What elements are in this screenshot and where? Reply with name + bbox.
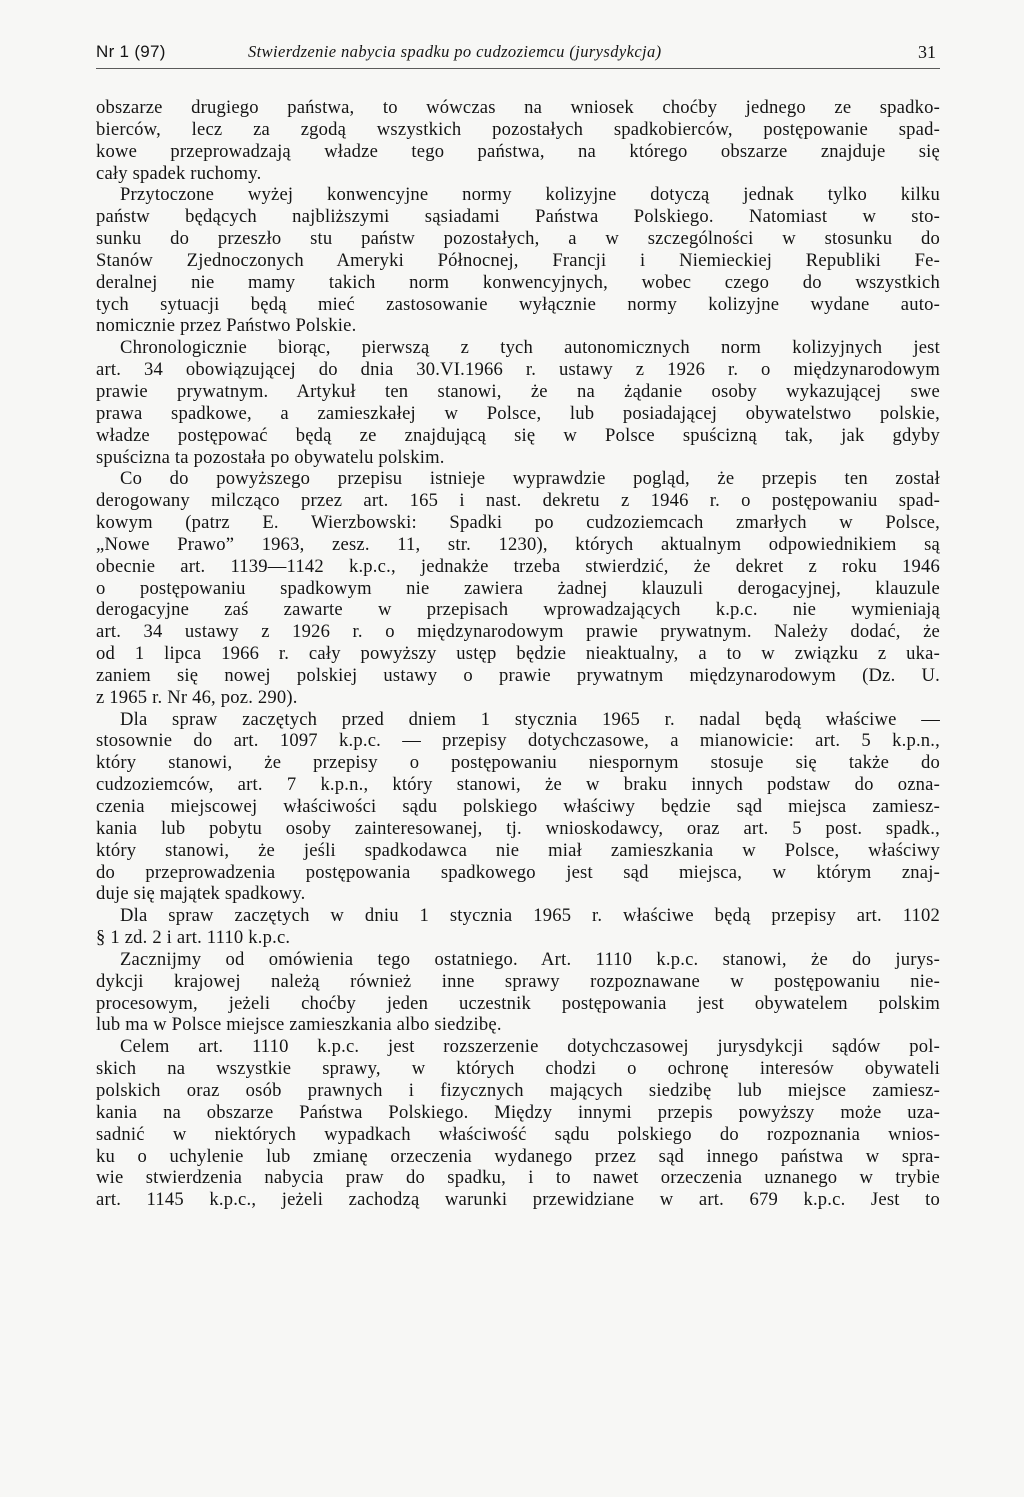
text-line: sunku do przeszło stu państw pozostałych, a w szczególności w stosunku do bbox=[96, 228, 940, 250]
text-line: do przeprowadzenia postępowania spadkowego jest sąd miejsca, w którym znaj- bbox=[96, 861, 940, 883]
text-line: lub ma w Polsce miejsce zamieszkania albo siedzibę. bbox=[96, 1014, 502, 1036]
text-line: „Nowe Prawo” 1963, zesz. 11, str. 1230), których aktualnym odpowiednikiem są bbox=[96, 533, 940, 555]
text-line: art. 34 ustawy z 1926 r. o międzynarodowym prawie prywatnym. Należy dodać, że bbox=[96, 621, 940, 643]
text-line: Celem art. 1110 k.p.c. jest rozszerzenie dotychczasowej jurysdykcji sądów pol- bbox=[120, 1036, 940, 1058]
text-line: kowe przeprowadzają władze tego państwa, na którego obszarze znajduje się bbox=[96, 140, 940, 162]
text-line: od 1 lipca 1966 r. cały powyższy ustęp będzie nieaktualny, a to w związku z uka- bbox=[96, 643, 940, 665]
text-line: dykcji krajowej należą również inne sprawy rozpoznawane w postępowaniu nie- bbox=[96, 970, 940, 992]
text-line: Zacznijmy od omówienia tego ostatniego. Art. 1110 k.p.c. stanowi, że do jurys- bbox=[120, 948, 940, 970]
text-line: procesowym, jeżeli choćby jeden uczestnik postępowania jest obywatelem polskim bbox=[96, 992, 940, 1014]
text-line: kania lub pobytu osoby zainteresowanej, tj. wnioskodawcy, oraz art. 5 post. spadk., bbox=[96, 817, 940, 839]
issue-number: Nr 1 (97) bbox=[96, 42, 166, 61]
text-line: nomicznie przez Państwo Polskie. bbox=[96, 315, 357, 337]
text-line: § 1 zd. 2 i art. 1110 k.p.c. bbox=[96, 927, 291, 949]
page-number: 31 bbox=[918, 42, 936, 62]
text-line: Chronologicznie biorąc, pierwszą z tych autonomicznych norm kolizyjnych jest bbox=[120, 337, 940, 359]
text-line: prawie prywatnym. Artykuł ten stanowi, że na żądanie osoby wykazującej swe bbox=[96, 380, 940, 402]
text-line: duje się majątek spadkowy. bbox=[96, 883, 306, 905]
text-line: derogacyjne zaś zawarte w przepisach wprowadzających k.p.c. nie wymieniają bbox=[96, 599, 940, 621]
text-line: art. 1145 k.p.c., jeżeli zachodzą warunki przewidziane w art. 679 k.p.c. Jest to bbox=[96, 1189, 940, 1211]
text-line: kowym (patrz E. Wierzbowski: Spadki po cudzoziemcach zmarłych w Polsce, bbox=[96, 512, 940, 534]
text-line: czenia miejscowej właściwości sądu polskiego właściwy będzie sąd miejsca zamiesz- bbox=[96, 796, 940, 817]
text-line: polskich oraz osób prawnych i fizycznych mających siedzibę lub miejsce zamiesz- bbox=[96, 1079, 940, 1101]
text-line: derogowany milcząco przez art. 165 i nast. dekretu z 1946 r. o postępowaniu spad- bbox=[96, 490, 940, 512]
text-line: ku o uchylenie lub zmianę orzeczenia wydanego przez sąd innego państwa w spra- bbox=[96, 1145, 940, 1167]
running-title: Stwierdzenie nabycia spadku po cudzoziemcu (jurysdykcja) bbox=[248, 42, 662, 61]
text-line: obszarze drugiego państwa, to wówczas na wniosek choćby jednego ze spadko- bbox=[96, 97, 940, 118]
running-header bbox=[96, 36, 940, 68]
text-line: Przytoczone wyżej konwencyjne normy kolizyjne dotyczą jednak tylko kilku bbox=[120, 184, 940, 206]
text-line: Co do powyższego przepisu istnieje wyprawdzie pogląd, że przepis ten został bbox=[120, 468, 940, 490]
text-line: władze postępować będą ze znajdującą się w Polsce spuścizną tak, jak gdyby bbox=[96, 424, 940, 446]
text-line: skich na wszystkie sprawy, w których chodzi o ochronę interesów obywateli bbox=[96, 1058, 940, 1080]
text-line: który stanowi, że przepisy o postępowaniu niespornym stosuje się także do bbox=[96, 752, 940, 774]
text-line: spuścizna ta pozostała po obywatelu polskim. bbox=[96, 446, 445, 468]
text-line: kania na obszarze Państwa Polskiego. Między innymi przepis powyższy może uza- bbox=[96, 1101, 940, 1123]
text-line: o postępowaniu spadkowym nie zawiera żadnej klauzuli derogacyjnej, klauzule bbox=[96, 577, 940, 599]
header-rule bbox=[96, 68, 940, 69]
text-line: art. 34 obowiązującej do dnia 30.VI.1966 r. ustawy z 1926 r. o międzynarodowym bbox=[96, 359, 940, 381]
text-line: sadnić w niektórych wypadkach właściwość sądu polskiego do rozpoznania wnios- bbox=[96, 1123, 940, 1145]
text-line: tych sytuacji będą mieć zastosowanie wyłącznie normy kolizyjne wydane auto- bbox=[96, 293, 940, 315]
text-line: Dla spraw zaczętych w dniu 1 stycznia 1965 r. właściwe będą przepisy art. 1102 bbox=[120, 905, 940, 927]
text-line: państw będących najbliższymi sąsiadami Państwa Polskiego. Natomiast w sto- bbox=[96, 206, 940, 228]
text-line: który stanowi, że jeśli spadkodawca nie miał zamieszkania w Polsce, właściwy bbox=[96, 839, 940, 861]
text-line: prawa spadkowe, a zamieszkałej w Polsce, lub posiadającej obywatelstwo polskie, bbox=[96, 402, 940, 424]
text-line: cudzoziemców, art. 7 k.p.n., który stanowi, że w braku innych podstaw do ozna- bbox=[96, 774, 940, 796]
text-line: obecnie art. 1139—1142 k.p.c., jednakże trzeba stwierdzić, że dekret z roku 1946 bbox=[96, 555, 940, 577]
text-line: bierców, lecz za zgodą wszystkich pozostałych spadkobierców, postępowanie spad- bbox=[96, 118, 940, 140]
text-line: stosownie do art. 1097 k.p.c. — przepisy dotychczasowe, a mianowicie: art. 5 k.p.n., bbox=[96, 730, 940, 752]
text-line: Dla spraw zaczętych przed dniem 1 stycznia 1965 r. nadal będą właściwe — bbox=[120, 708, 940, 730]
text-line: deralnej nie mamy takich norm konwencyjnych, wobec czego do wszystkich bbox=[96, 271, 940, 293]
body-text bbox=[96, 97, 940, 1211]
text-line: zaniem się nowej polskiej ustawy o prawie prywatnym międzynarodowym (Dz. U. bbox=[96, 664, 940, 686]
text-line: Stanów Zjednoczonych Ameryki Północnej, Francji i Niemieckiej Republiki Fe- bbox=[96, 249, 940, 271]
text-line: z 1965 r. Nr 46, poz. 290). bbox=[96, 686, 298, 708]
text-line: wie stwierdzenia nabycia praw do spadku, i to nawet orzeczenia uznanego w trybie bbox=[96, 1167, 940, 1189]
text-line: cały spadek ruchomy. bbox=[96, 162, 262, 184]
